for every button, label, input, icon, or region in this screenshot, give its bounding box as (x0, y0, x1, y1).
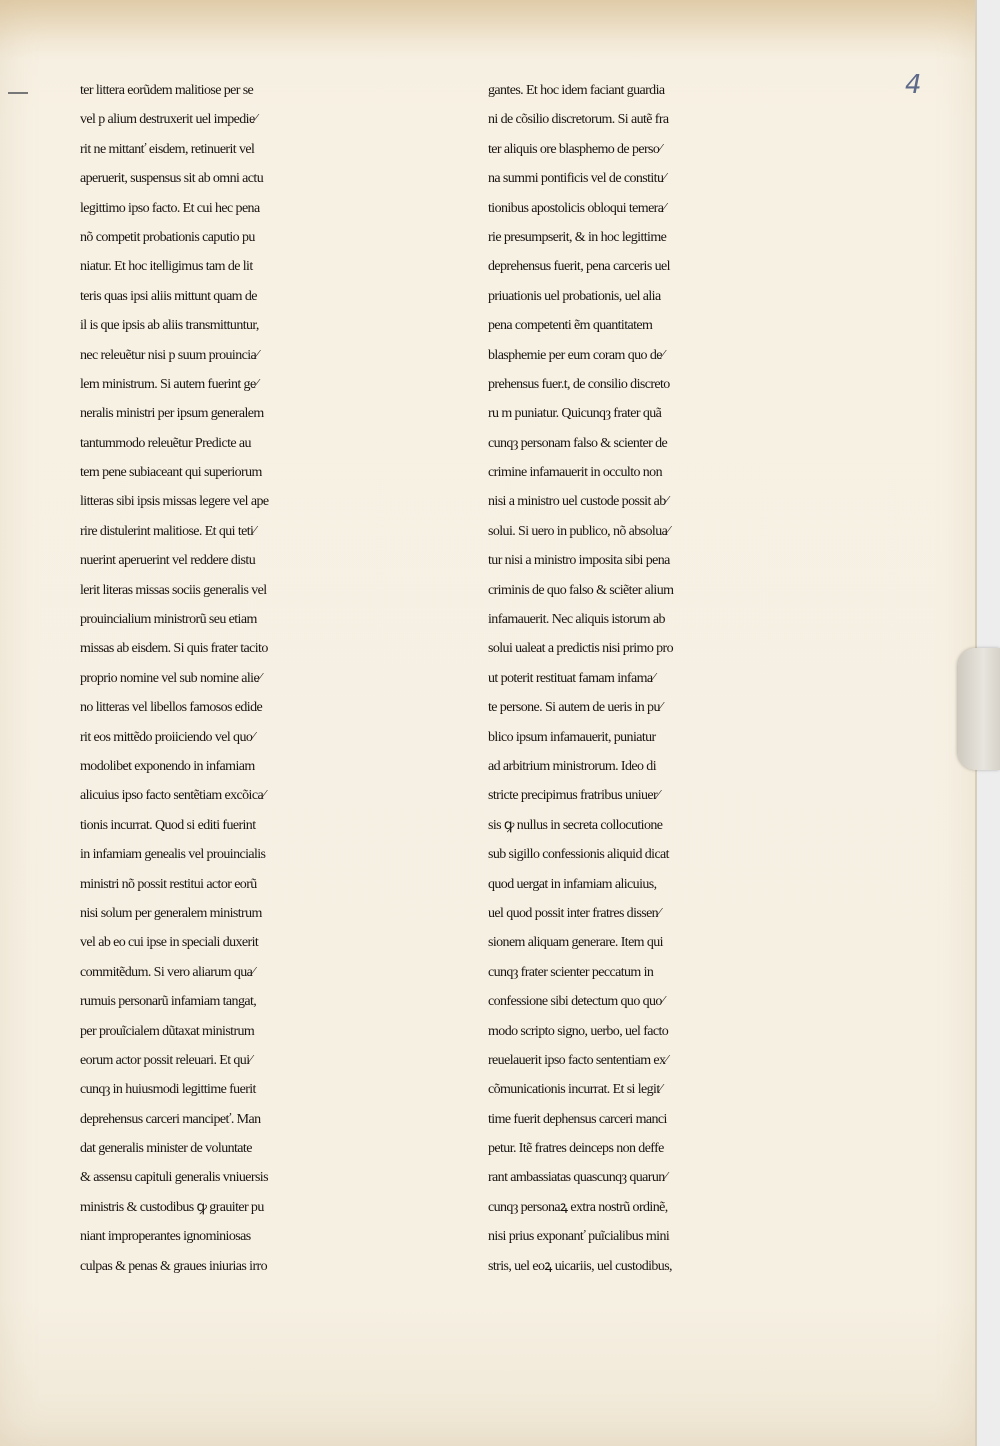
text-line: prouincialium ministrorũ seu etiam (80, 612, 257, 628)
text-line: stris, uel eoꝝ uicariis, uel custodibus, (488, 1258, 672, 1274)
text-line: reuelauerit ipso facto sententiam ex⁄ (488, 1052, 668, 1068)
text-line: ministri nõ possit restitui actor eorũ (80, 876, 257, 892)
text-line: quod uergat in infamiam alicuius, (488, 876, 657, 892)
text-line: dat generalis minister de voluntate (80, 1141, 252, 1157)
text-line: nisi solum per generalem ministrum (80, 905, 262, 921)
text-line: vel p alium destruxerit uel impedie⁄ (80, 112, 257, 128)
text-line: deprehensus carceri mancipeť. Man (80, 1111, 261, 1127)
text-line: rire distulerint malitiose. Et qui teti⁄ (80, 523, 256, 539)
margin-mark (8, 92, 28, 94)
text-line: modolibet exponendo in infamiam (80, 758, 255, 774)
text-line: infamauerit. Nec aliquis istorum ab (488, 612, 665, 628)
page-stain (0, 0, 975, 60)
text-line: ru m puniatur. Quicunqȝ frater quã (488, 406, 662, 422)
text-line: culpas & penas & graues iniurias irro (80, 1258, 267, 1274)
text-line: deprehensus fuerit, pena carceris uel (488, 259, 670, 275)
text-line: tem pene subiaceant qui superiorum (80, 465, 262, 481)
text-line: rie presumpserit, & in hoc legittime (488, 229, 667, 245)
text-line: ministris & custodibus ꝙ grauiter pu (80, 1199, 264, 1215)
text-line: eorum actor possit releuari. Et qui⁄ (80, 1052, 252, 1068)
text-line: uel quod possit inter fratres dissen⁄ (488, 905, 660, 921)
text-line: litteras sibi ipsis missas legere vel ape (80, 494, 269, 510)
text-line: rumuis personarũ infamiam tangat, (80, 994, 257, 1010)
text-line: cõmunicationis incurrat. Et si legit⁄ (488, 1082, 662, 1098)
left-text-column (80, 76, 480, 1281)
text-line: nisi prius exponanť puĩcialibus mini (488, 1229, 670, 1245)
text-line: confessione sibi detectum quo quo⁄ (488, 994, 664, 1010)
folio-number: 4 (905, 70, 922, 100)
text-line: crimine infamauerit in occulto non (488, 465, 662, 481)
text-line: sis ꝙ nullus in secreta collocutione (488, 817, 663, 833)
text-line: vel ab eo cui ipse in speciali duxerit (80, 935, 259, 951)
text-line: no litteras vel libellos famosos edide (80, 700, 263, 716)
text-line: rant ambassiatas quascunqȝ quarun⁄ (488, 1170, 667, 1186)
text-line: ut poterit restituat famam infama⁄ (488, 670, 655, 686)
text-line: legittimo ipso facto. Et cui hec pena (80, 200, 260, 216)
text-line: alicuius ipso facto sentẽtiam excõica⁄ (80, 788, 265, 804)
text-line: tionibus apostolicis obloqui temera⁄ (488, 200, 666, 216)
text-line: cunqȝ frater scienter peccatum in (488, 964, 654, 980)
text-line: lerit literas missas sociis generalis vel (80, 582, 267, 598)
text-line: gantes. Et hoc idem faciant guardia (488, 83, 665, 98)
text-line: blico ipsum infamauerit, puniatur (488, 729, 656, 745)
text-line: ter aliquis ore blasphemo de perso⁄ (488, 141, 662, 157)
text-line: tionis incurrat. Quod si editi fuerint (80, 817, 256, 833)
text-line: niant improperantes ignominiosas (80, 1229, 251, 1245)
text-line: priuationis uel probationis, uel alia (488, 288, 661, 304)
text-line: rit ne mittanť eisdem, retinuerit vel (80, 141, 255, 157)
text-line: in infamiam genealis vel prouincialis (80, 847, 266, 863)
page-tab (958, 648, 1000, 770)
right-text-column (488, 76, 888, 1281)
text-line: neralis ministri per ipsum generalem (80, 406, 264, 422)
text-line: ni de cõsilio discretorum. Si autẽ fra (488, 112, 669, 128)
text-line: time fuerit dephensus carceri manci (488, 1111, 667, 1127)
text-line: cunqȝ in huiusmodi legittime fuerit (80, 1082, 256, 1098)
text-line: criminis de quo falso & sciẽter alium (488, 582, 674, 598)
text-line: proprio nomine vel sub nomine alie⁄ (80, 670, 261, 686)
text-line: nisi a ministro uel custode possit ab⁄ (488, 494, 668, 510)
text-line: ad arbitrium ministrorum. Ideo di (488, 758, 656, 774)
text-line: teris quas ipsi aliis mittunt quam de (80, 288, 257, 304)
text-line: pena competenti ẽm quantitatem (488, 318, 653, 334)
text-line: na summi pontificis vel de constitu⁄ (488, 171, 666, 187)
text-line: solui ualeat a predictis nisi primo pro (488, 641, 674, 657)
text-line: cunqȝ personaꝝ extra nostrũ ordinẽ, (488, 1199, 668, 1215)
text-line: blasphemie per eum coram quo de⁄ (488, 347, 664, 363)
text-line: petur. Itẽ fratres deinceps non deffe (488, 1141, 664, 1157)
text-line: nec releuẽtur nisi p suum prouincia⁄ (80, 347, 258, 363)
text-line: ter littera eorũdem malitiose per se (80, 83, 254, 98)
text-line: prehensus fuer.t, de consilio discreto (488, 376, 670, 392)
text-line: rit eos mittẽdo proiiciendo vel quo⁄ (80, 729, 254, 745)
text-line: aperuerit, suspensus sit ab omni actu (80, 171, 264, 187)
text-line: solui. Si uero in publico, nõ absolua⁄ (488, 523, 669, 539)
text-line: tur nisi a ministro imposita sibi pena (488, 553, 670, 569)
text-line: tantummodo releuẽtur Predicte au (80, 435, 251, 451)
text-line: nuerint aperuerint vel reddere distu (80, 553, 256, 569)
text-line: per prouĩcialem dũtaxat ministrum (80, 1023, 255, 1039)
text-line: sub sigillo confessionis aliquid dicat (488, 847, 669, 863)
text-line: stricte precipimus fratribus uniuer⁄ (488, 788, 659, 804)
text-line: modo scripto signo, uerbo, uel facto (488, 1023, 669, 1039)
text-line: missas ab eisdem. Si quis frater tacito (80, 641, 268, 657)
text-line: nõ competit probationis caputio pu (80, 229, 255, 245)
text-line: niatur. Et hoc itelligimus tam de lit (80, 259, 253, 275)
text-line: sionem aliquam generare. Item qui (488, 935, 663, 951)
text-line: & assensu capituli generalis vniuersis (80, 1170, 268, 1186)
text-line: il is que ipsis ab aliis transmittuntur, (80, 318, 259, 334)
text-line: te persone. Si autem de ueris in pu⁄ (488, 700, 662, 716)
text-line: commitẽdum. Si vero aliarum qua⁄ (80, 964, 255, 980)
text-line: cunqȝ personam falso & scienter de (488, 435, 668, 451)
text-line: lem ministrum. Si autem fuerint ge⁄ (80, 376, 258, 392)
